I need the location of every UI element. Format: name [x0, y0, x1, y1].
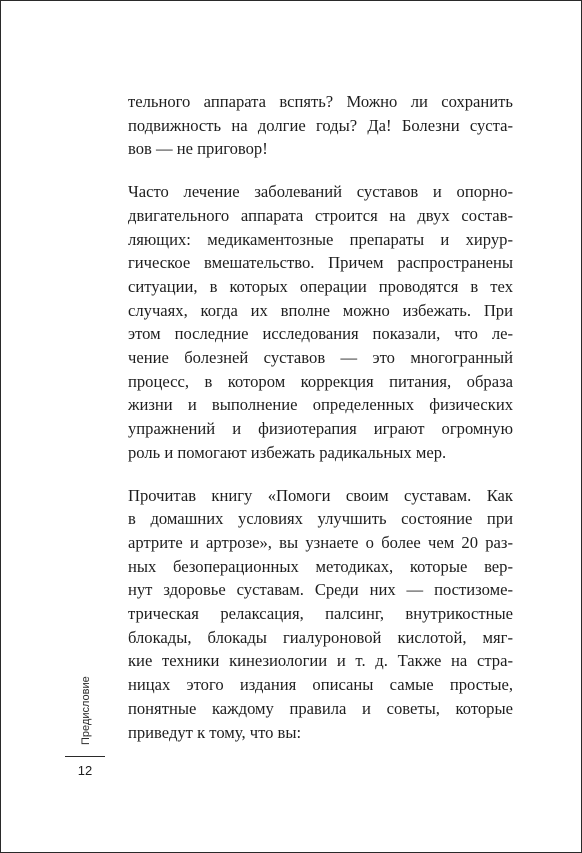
- text-line: ляющих: медикаментозные препараты и хирур-: [128, 229, 513, 249]
- text-line: гическое вмешательство. Причем распространены: [128, 253, 513, 273]
- folio-divider: [65, 756, 105, 757]
- text-line: двигательного аппарата строится на двух состав-: [128, 205, 513, 225]
- text-line: ситуации, в которых операции проводятся в тех: [128, 276, 513, 296]
- text-line: артрите и артрозе», вы узнаете о более чем 20 раз-: [128, 532, 513, 552]
- paragraph-1: [128, 90, 513, 161]
- running-head: Предисловие: [80, 676, 92, 745]
- text-line: вов — не приговор!: [128, 139, 268, 159]
- text-line: ницах этого издания описаны самые простые,: [128, 675, 513, 695]
- text-line: Прочитав книгу «Помоги своим суставам. Как: [128, 485, 513, 505]
- text-line: кие техники кинезиологии и т. д. Также на стра-: [128, 651, 513, 671]
- paragraph-3: [128, 484, 513, 745]
- text-line: трическая релаксация, палсинг, внутрикостные: [128, 604, 513, 624]
- text-line: подвижность на долгие годы? Да! Болезни суста-: [128, 115, 513, 135]
- page-number: 12: [77, 763, 93, 778]
- paragraph-2: [128, 180, 513, 464]
- body-text: [128, 90, 513, 744]
- text-line: Часто лечение заболеваний суставов и опорно-: [128, 182, 513, 202]
- text-line: жизни и выполнение определенных физических: [128, 395, 513, 415]
- text-line: блокады, блокады гиалуроновой кислотой, мяг-: [128, 627, 513, 647]
- text-line: понятные каждому правила и советы, которые: [128, 698, 513, 718]
- text-line: упражнений и физиотерапия играют огромную: [128, 419, 513, 439]
- text-line: тельного аппарата вспять? Можно ли сохранить: [128, 92, 513, 111]
- text-line: ных безоперационных методиках, которые вер-: [128, 556, 513, 576]
- text-line: приведут к тому, что вы:: [128, 722, 302, 742]
- text-line: чение болезней суставов — это многогранный: [128, 348, 513, 368]
- text-line: процесс, в котором коррекция питания, образа: [128, 371, 513, 391]
- text-line: в домашних условиях улучшить состояние при: [128, 509, 513, 529]
- text-line: нут здоровье суставам. Среди них — постизоме-: [128, 580, 513, 600]
- text-line: роль и помогают избежать радикальных мер.: [128, 442, 447, 462]
- text-line: случаях, когда их вполне можно избежать. При: [128, 300, 513, 320]
- text-line: этом последние исследования показали, что ле-: [128, 324, 513, 344]
